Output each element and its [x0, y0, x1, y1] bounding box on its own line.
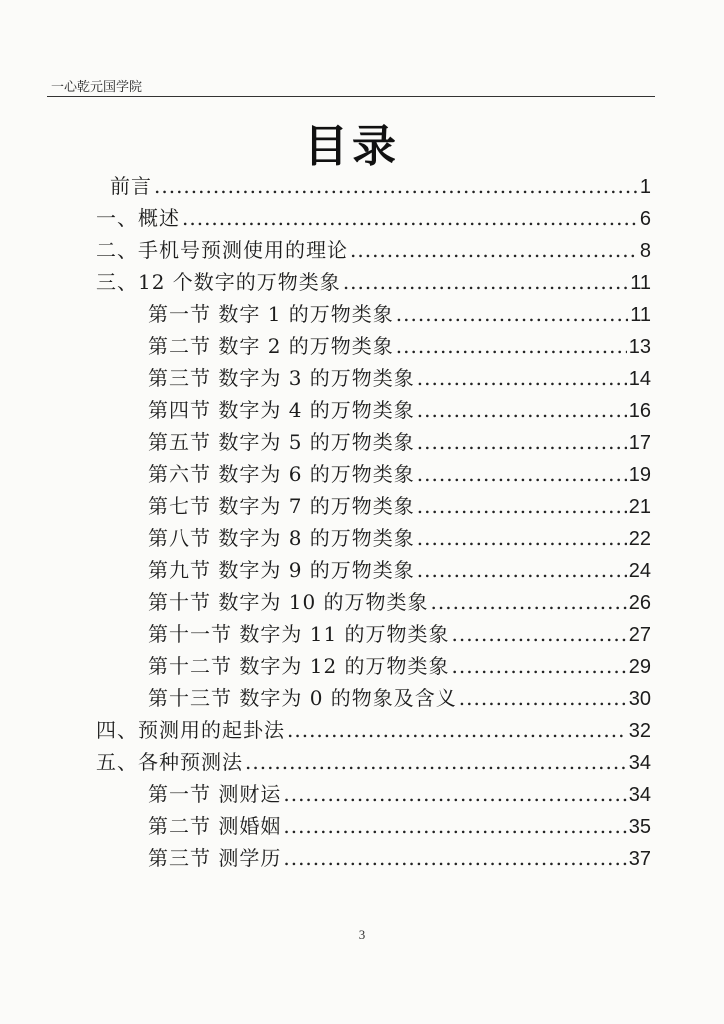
dot-leader: [245, 747, 627, 777]
toc-entry-label: 第十节 数字为 10 的万物类象: [148, 590, 429, 614]
toc-subentry[interactable]: [148, 491, 651, 521]
toc-entry-label: 第五节 数字为 5 的万物类象: [148, 430, 415, 454]
dot-leader: [417, 427, 627, 457]
dot-leader: [283, 811, 626, 841]
toc-subentry[interactable]: [148, 459, 651, 489]
dot-leader: [283, 779, 626, 809]
toc-entry-page: 6: [639, 208, 651, 230]
toc-entry-label: 三、12 个数字的万物类象: [96, 270, 341, 294]
toc-entry[interactable]: [96, 747, 651, 777]
toc-entry[interactable]: [96, 267, 651, 297]
toc-entry-page: 14: [628, 368, 651, 390]
dot-leader: [350, 235, 638, 265]
toc-entry-label: 第十二节 数字为 12 的万物类象: [148, 654, 450, 678]
toc-entry-label: 第八节 数字为 8 的万物类象: [148, 526, 415, 550]
toc-entry-label: 第一节 测财运: [148, 782, 282, 806]
toc-subentry[interactable]: [148, 779, 651, 809]
dot-leader: [417, 491, 627, 521]
toc-subentry[interactable]: [148, 683, 651, 713]
toc-entry-label: 二、手机号预测使用的理论: [96, 238, 348, 262]
dot-leader: [459, 683, 627, 713]
dot-leader: [154, 171, 638, 201]
toc-entry-label: 第九节 数字为 9 的万物类象: [148, 558, 415, 582]
toc-entry-label: 一、概述: [96, 206, 180, 230]
toc-entry-page: 27: [628, 624, 651, 646]
toc-entry[interactable]: [110, 171, 651, 201]
toc-subentry[interactable]: [148, 555, 651, 585]
toc-entry-page: 19: [628, 464, 651, 486]
dot-leader: [343, 267, 628, 297]
toc-entry-page: 37: [628, 848, 651, 870]
dot-leader: [283, 843, 626, 873]
toc-entry-page: 13: [628, 336, 651, 358]
dot-leader: [417, 395, 627, 425]
toc-subentry[interactable]: [148, 651, 651, 681]
toc-entry-page: 1: [639, 176, 651, 198]
toc-entry-label: 第六节 数字为 6 的万物类象: [148, 462, 415, 486]
toc-entry[interactable]: [96, 715, 651, 745]
toc-subentry[interactable]: [148, 331, 651, 361]
dot-leader: [417, 555, 627, 585]
toc-entry-label: 第一节 数字 1 的万物类象: [148, 302, 394, 326]
toc-entry-page: 35: [628, 816, 651, 838]
toc-entry-page: 34: [628, 752, 651, 774]
toc-subentry[interactable]: [148, 299, 651, 329]
dot-leader: [182, 203, 638, 233]
toc-entry-label: 第二节 测婚姻: [148, 814, 282, 838]
toc-entry-label: 第七节 数字为 7 的万物类象: [148, 494, 415, 518]
dot-leader: [417, 459, 627, 489]
toc-entry-page: 17: [628, 432, 651, 454]
toc-entry-label: 第十三节 数字为 0 的物象及含义: [148, 686, 457, 710]
toc-entry[interactable]: [96, 203, 651, 233]
running-header: 一心乾元国学院: [51, 80, 143, 95]
toc-entry-page: 8: [639, 240, 651, 262]
dot-leader: [417, 363, 627, 393]
toc-subentry[interactable]: [148, 843, 651, 873]
toc-entry-page: 34: [628, 784, 651, 806]
dot-leader: [287, 715, 627, 745]
toc-entry-label: 四、预测用的起卦法: [96, 718, 285, 742]
toc-entry-label: 第三节 数字为 3 的万物类象: [148, 366, 415, 390]
toc-entry-label: 第二节 数字 2 的万物类象: [148, 334, 394, 358]
toc-entry-page: 11: [630, 304, 651, 326]
toc-entry-label: 第四节 数字为 4 的万物类象: [148, 398, 415, 422]
dot-leader: [396, 331, 627, 361]
toc-entry-page: 21: [628, 496, 651, 518]
dot-leader: [417, 523, 627, 553]
toc-entry-page: 24: [628, 560, 651, 582]
toc-entry-page: 29: [628, 656, 651, 678]
toc-subentry[interactable]: [148, 587, 651, 617]
toc-entry-page: 30: [628, 688, 651, 710]
header-rule: [47, 96, 655, 97]
toc-entry-label: 第三节 测学历: [148, 846, 282, 870]
toc-subentry[interactable]: [148, 363, 651, 393]
toc-subentry[interactable]: [148, 523, 651, 553]
toc-entry-label: 第十一节 数字为 11 的万物类象: [148, 622, 450, 646]
dot-leader: [396, 299, 628, 329]
dot-leader: [452, 619, 627, 649]
toc-entry-page: 26: [628, 592, 651, 614]
toc-subentry[interactable]: [148, 395, 651, 425]
toc-entry-page: 32: [628, 720, 651, 742]
page-title: 目录: [304, 121, 400, 172]
page-number: 3: [358, 927, 366, 942]
toc-subentry[interactable]: [148, 811, 651, 841]
toc-entry-label: 前言: [110, 174, 152, 198]
dot-leader: [452, 651, 627, 681]
toc-subentry[interactable]: [148, 619, 651, 649]
toc-entry[interactable]: [96, 235, 651, 265]
toc-entry-label: 五、各种预测法: [96, 750, 243, 774]
toc-entry-page: 16: [628, 400, 651, 422]
toc-entry-page: 11: [630, 272, 651, 294]
toc-entry-page: 22: [628, 528, 651, 550]
toc-subentry[interactable]: [148, 427, 651, 457]
dot-leader: [431, 587, 627, 617]
